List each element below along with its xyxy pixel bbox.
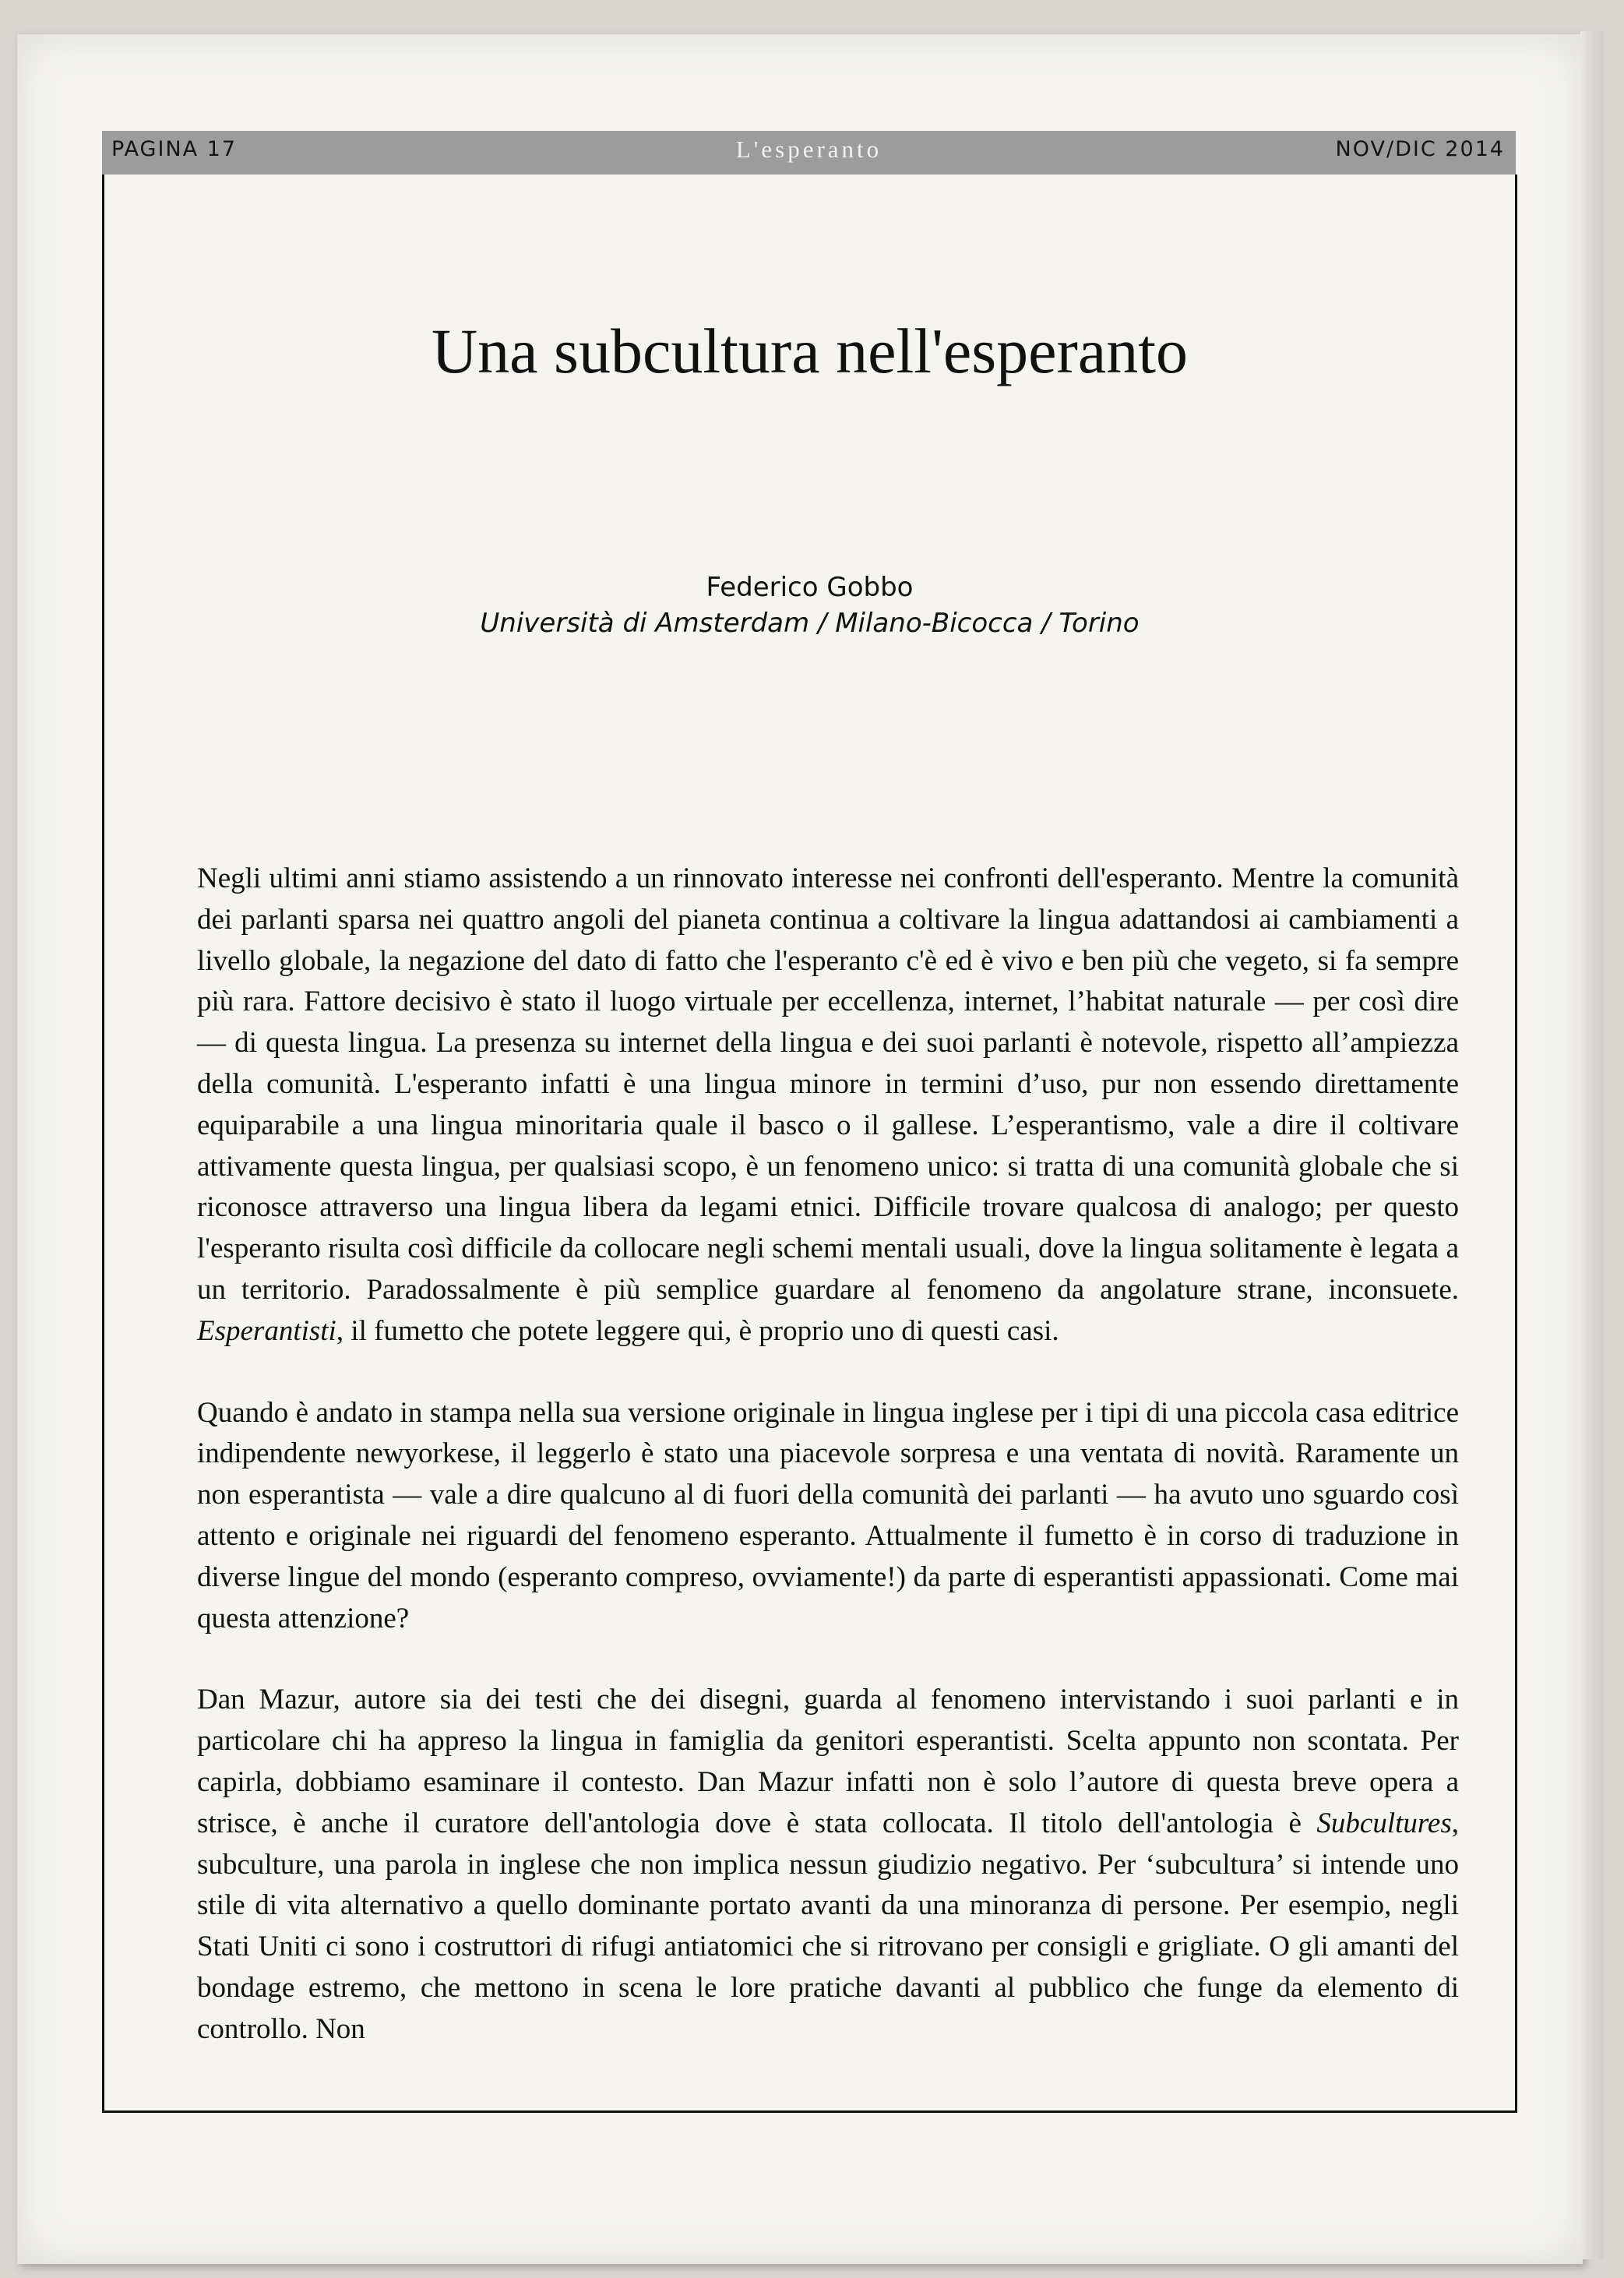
article-frame bbox=[102, 175, 1517, 2113]
author-affiliation: Università di Amsterdam / Milano-Bicocca / Torino bbox=[480, 608, 1140, 639]
issue-date: NOV/DIC 2014 bbox=[1335, 137, 1505, 161]
italic-title-text: Esperantisti bbox=[197, 1314, 336, 1347]
article-paragraph bbox=[197, 1393, 1459, 1640]
paragraph-text: Negli ultimi anni stiamo assistendo a un rinnovato interesse nei confronti dell'esperanto. Mentre la comunità dei parlanti sparsa nei quattro angoli del pianeta continua a coltivare la lingua adattandosi ai cambiamenti a livello globale, la negazione del dato di fatto che l'esperanto c'è ed è vivo e ben più che vegeto, si fa sempre più rara. Fattore decisivo è stato il luogo virtuale per eccellenza, internet, l’habitat naturale — per così dire — di questa lingua. La presenza su internet della lingua e dei suoi parlanti è notevole, rispetto all’ampiezza della comunità. L'esperanto infatti è una lingua minore in termini d’uso, pur non essendo direttamente equiparabile a una lingua minoritaria quale il basco o il gallese. L’esperantismo, vale a dire il coltivare attivamente questa lingua, per qualsiasi scopo, è un fenomeno unico: si tratta di una comunità globale che si riconosce attraverso una lingua libera da legami etnici. Difficile trovare qualcosa di analogo; per questo l'esperanto risulta così difficile da collocare negli schemi mentali usuali, dove la lingua solitamente è legata a un territorio. Paradossalmente è più semplice guardare al fenomeno da angolature strane, inconsuete. bbox=[197, 862, 1459, 1306]
page-header bbox=[102, 131, 1516, 175]
paragraph-text: Dan Mazur, autore sia dei testi che dei disegni, guarda al fenomeno intervistando i suoi parlanti e in particolare chi ha appreso la lingua in famiglia da genitori esperantisti. Scelta appunto non scontata. Per capirla, dobbiamo esaminare il contesto. Dan Mazur infatti non è solo l’autore di questa breve opera a strisce, è anche il curatore dell'antologia dove è stata collocata. Il titolo dell'antologia è bbox=[197, 1684, 1459, 1839]
article-paragraph bbox=[197, 1680, 1459, 2050]
article-body bbox=[197, 859, 1459, 2051]
magazine-name: L'esperanto bbox=[735, 136, 882, 163]
article-paragraph bbox=[197, 859, 1459, 1352]
paragraph-text: Quando è andato in stampa nella sua versione originale in lingua inglese per i tipi di una piccola casa editrice indipendente newyorkese, il leggerlo è stato una piacevole sorpresa e una ventata di novità. Raramente un non esperantista — vale a dire qualcuno al di fuori della comunità dei parlanti — ha avuto uno sguardo così attento e originale nei riguardi del fenomeno esperanto. Attualmente il fumetto è in corso di traduzione in diverse lingue del mondo (esperanto compreso, ovviamente!) da parte di esperantisti appassionati. Come mai questa attenzione? bbox=[197, 1396, 1459, 1634]
paragraph-text: , il fumetto che potete leggere qui, è proprio uno di questi casi. bbox=[336, 1314, 1059, 1347]
article-author: Federico Gobbo bbox=[706, 572, 914, 603]
paragraph-text: , subculture, una parola in inglese che non implica nessun giudizio negativo. Per ‘subcultura’ si intende uno stile di vita alternativo a quello dominante portato avanti da una minoranza di persone. Per esempio, negli Stati Uniti ci sono i costruttori di rifugi antiatomici che si ritrovano per consigli e grigliate. O gli amanti del bondage estremo, che mettono in scena le lore pratiche davanti al pubblico che funge da elemento di controllo. Non bbox=[197, 1807, 1459, 2045]
italic-title-text: Subcultures bbox=[1316, 1807, 1452, 1839]
article-title: Una subcultura nell'esperanto bbox=[431, 316, 1189, 386]
sheet-edge bbox=[1580, 31, 1604, 2259]
page-number: PAGINA 17 bbox=[111, 137, 238, 161]
